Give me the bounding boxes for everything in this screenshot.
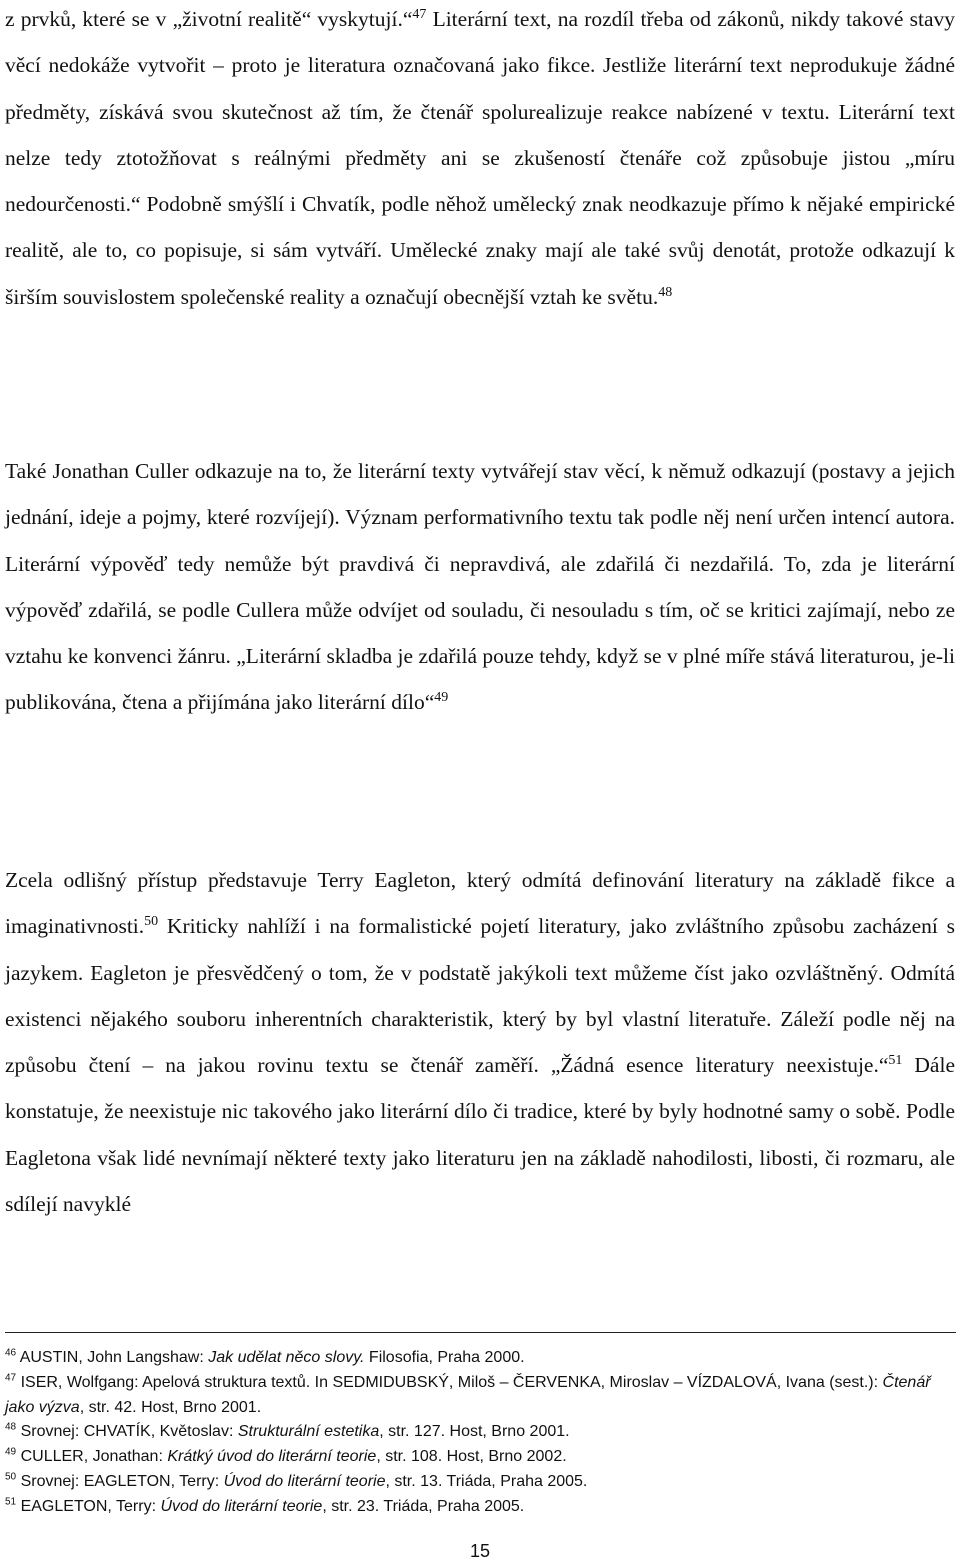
footnote-ref-50: 50 bbox=[144, 914, 159, 930]
footnote-ref-47: 47 bbox=[412, 6, 427, 22]
footnote-title: Strukturální estetika bbox=[237, 1423, 380, 1441]
footnote-number: 46 bbox=[5, 1347, 17, 1359]
footnote-text: , str. 23. Triáda, Praha 2005. bbox=[322, 1497, 525, 1515]
footnote bbox=[5, 1495, 955, 1520]
footnote-text: , str. 127. Host, Brno 2001. bbox=[379, 1423, 570, 1441]
footnote-title: Úvod do literární teorie bbox=[223, 1472, 386, 1490]
footnote-number: 49 bbox=[5, 1446, 17, 1458]
footnote-text: Filosofia, Praha 2000. bbox=[364, 1349, 525, 1366]
footnote-text: Srovnej: CHVATÍK, Květoslav: bbox=[20, 1423, 238, 1441]
page-number: 15 bbox=[469, 1541, 491, 1561]
footnote-text: CULLER, Jonathan: bbox=[20, 1448, 168, 1466]
text-segment: Zcela odlišný přístup představuje Terry Eagleton, který odmítá definování literatury na základě fikce a imaginativnosti. bbox=[5, 868, 955, 939]
footnote-title: Úvod do literární teorie bbox=[160, 1497, 323, 1515]
text-segment: Kriticky nahlíží i na formalistické pojetí literatury, jako zvláštního způsobu zacházení s jazykem. Eagleton je přesvědčený o tom, že v podstatě jakýkoli text můžeme číst jako ozvláštněný. Odmítá existenci nějakého souboru inherentních charakteristik, který by byl vlastní literatuře. Záleží podle něj na způsobu čtení – na jakou rovinu textu se čtenář zaměří. „Žádná esence literatury neexistuje.“ bbox=[5, 914, 955, 1078]
footnote-ref-48: 48 bbox=[658, 284, 673, 300]
footnote-text: EAGLETON, Terry: bbox=[20, 1497, 161, 1515]
paragraph-1 bbox=[5, 0, 955, 320]
paragraph-2 bbox=[5, 448, 955, 726]
footnote-text: Srovnej: EAGLETON, Terry: bbox=[20, 1472, 224, 1490]
text-segment: Literární text, na rozdíl třeba od zákonů, nikdy takové stavy věcí nedokáže vytvořit – proto je literatura označovaná jako fikce. Jestliže literární text neprodukuje žádné předměty, získává svou skutečnost až tím, že čtenář spolurealizuje reakce nabízené v textu. Literární text nelze tedy ztotožňovat s reálnými předměty ani se zkušeností čtenáře což způsobuje jistou „míru nedourčenosti.“ Podobně smýšlí i Chvatík, podle něhož umělecký znak neodkazuje přímo k nějaké empirické realitě, ale to, co popisuje, si sám vytváří. Umělecké znaky mají ale také svůj denotát, protože odkazují k širším souvislostem společenské reality a označují obecnější vztah ke světu. bbox=[5, 7, 955, 309]
footnote-text: AUSTIN, John Langshaw: bbox=[19, 1349, 209, 1366]
footnote-text: , str. 42. Host, Brno 2001. bbox=[79, 1398, 262, 1416]
paragraph-3 bbox=[5, 857, 955, 1227]
footnote-number: 50 bbox=[5, 1471, 17, 1483]
text-segment: z prvků, které se v „životní realitě“ vyskytují.“ bbox=[5, 7, 413, 31]
footnote bbox=[5, 1445, 955, 1470]
footnote-ref-51: 51 bbox=[888, 1053, 903, 1069]
footnote-text: , str. 13. Triáda, Praha 2005. bbox=[385, 1472, 588, 1490]
footnote-title: Jak udělat něco slovy. bbox=[208, 1349, 365, 1366]
footnote bbox=[5, 1420, 955, 1445]
footnote-text: ISER, Wolfgang: Apelová struktura textů. In SEDMIDUBSKÝ, Miloš – ČERVENKA, Miroslav – VÍZDALOVÁ, Ivana (sest.): bbox=[20, 1373, 883, 1391]
text-segment: Také Jonathan Culler odkazuje na to, že literární texty vytvářejí stav věcí, k němuž odkazují (postavy a jejich jednání, ideje a pojmy, které rozvíjejí). Význam performativního textu tak podle něj není určen intencí autora. Literární výpověď tedy nemůže být pravdivá či nepravdivá, ale zdařilá či nezdařilá. To, zda je literární výpověď zdařilá, se podle Cullera může odvíjet od souladu, či nesouladu s tím, oč se kritici zajímají, nebo ze vztahu ke konvenci žánru. „Literární skladba je zdařilá pouze tehdy, když se v plné míře stává literaturou, je-li publikována, čtena a přijímána jako literární dílo“ bbox=[5, 459, 955, 715]
footnote bbox=[5, 1346, 955, 1371]
footnotes bbox=[5, 1346, 955, 1520]
footnote-number: 51 bbox=[5, 1496, 17, 1508]
footnote-number: 48 bbox=[5, 1422, 17, 1434]
footnote-title: Čtenář jako výzva bbox=[5, 1373, 931, 1416]
footnote-title: Krátký úvod do literární teorie bbox=[167, 1448, 377, 1466]
footnote bbox=[5, 1371, 955, 1421]
footnote-ref-49: 49 bbox=[434, 690, 449, 706]
footnote-separator bbox=[5, 1332, 956, 1333]
footnote-number: 47 bbox=[5, 1372, 17, 1384]
text-segment: Dále konstatuje, že neexistuje nic takového jako literární dílo či tradice, které by byly hodnotné samy o sobě. Podle Eagletona však lidé nevnímají některé texty jako literaturu jen na základě nahodilosti, libosti, či rozmaru, ale sdílejí navyklé bbox=[5, 1053, 955, 1217]
footnote bbox=[5, 1470, 955, 1495]
footnote-text: , str. 108. Host, Brno 2002. bbox=[376, 1448, 567, 1466]
